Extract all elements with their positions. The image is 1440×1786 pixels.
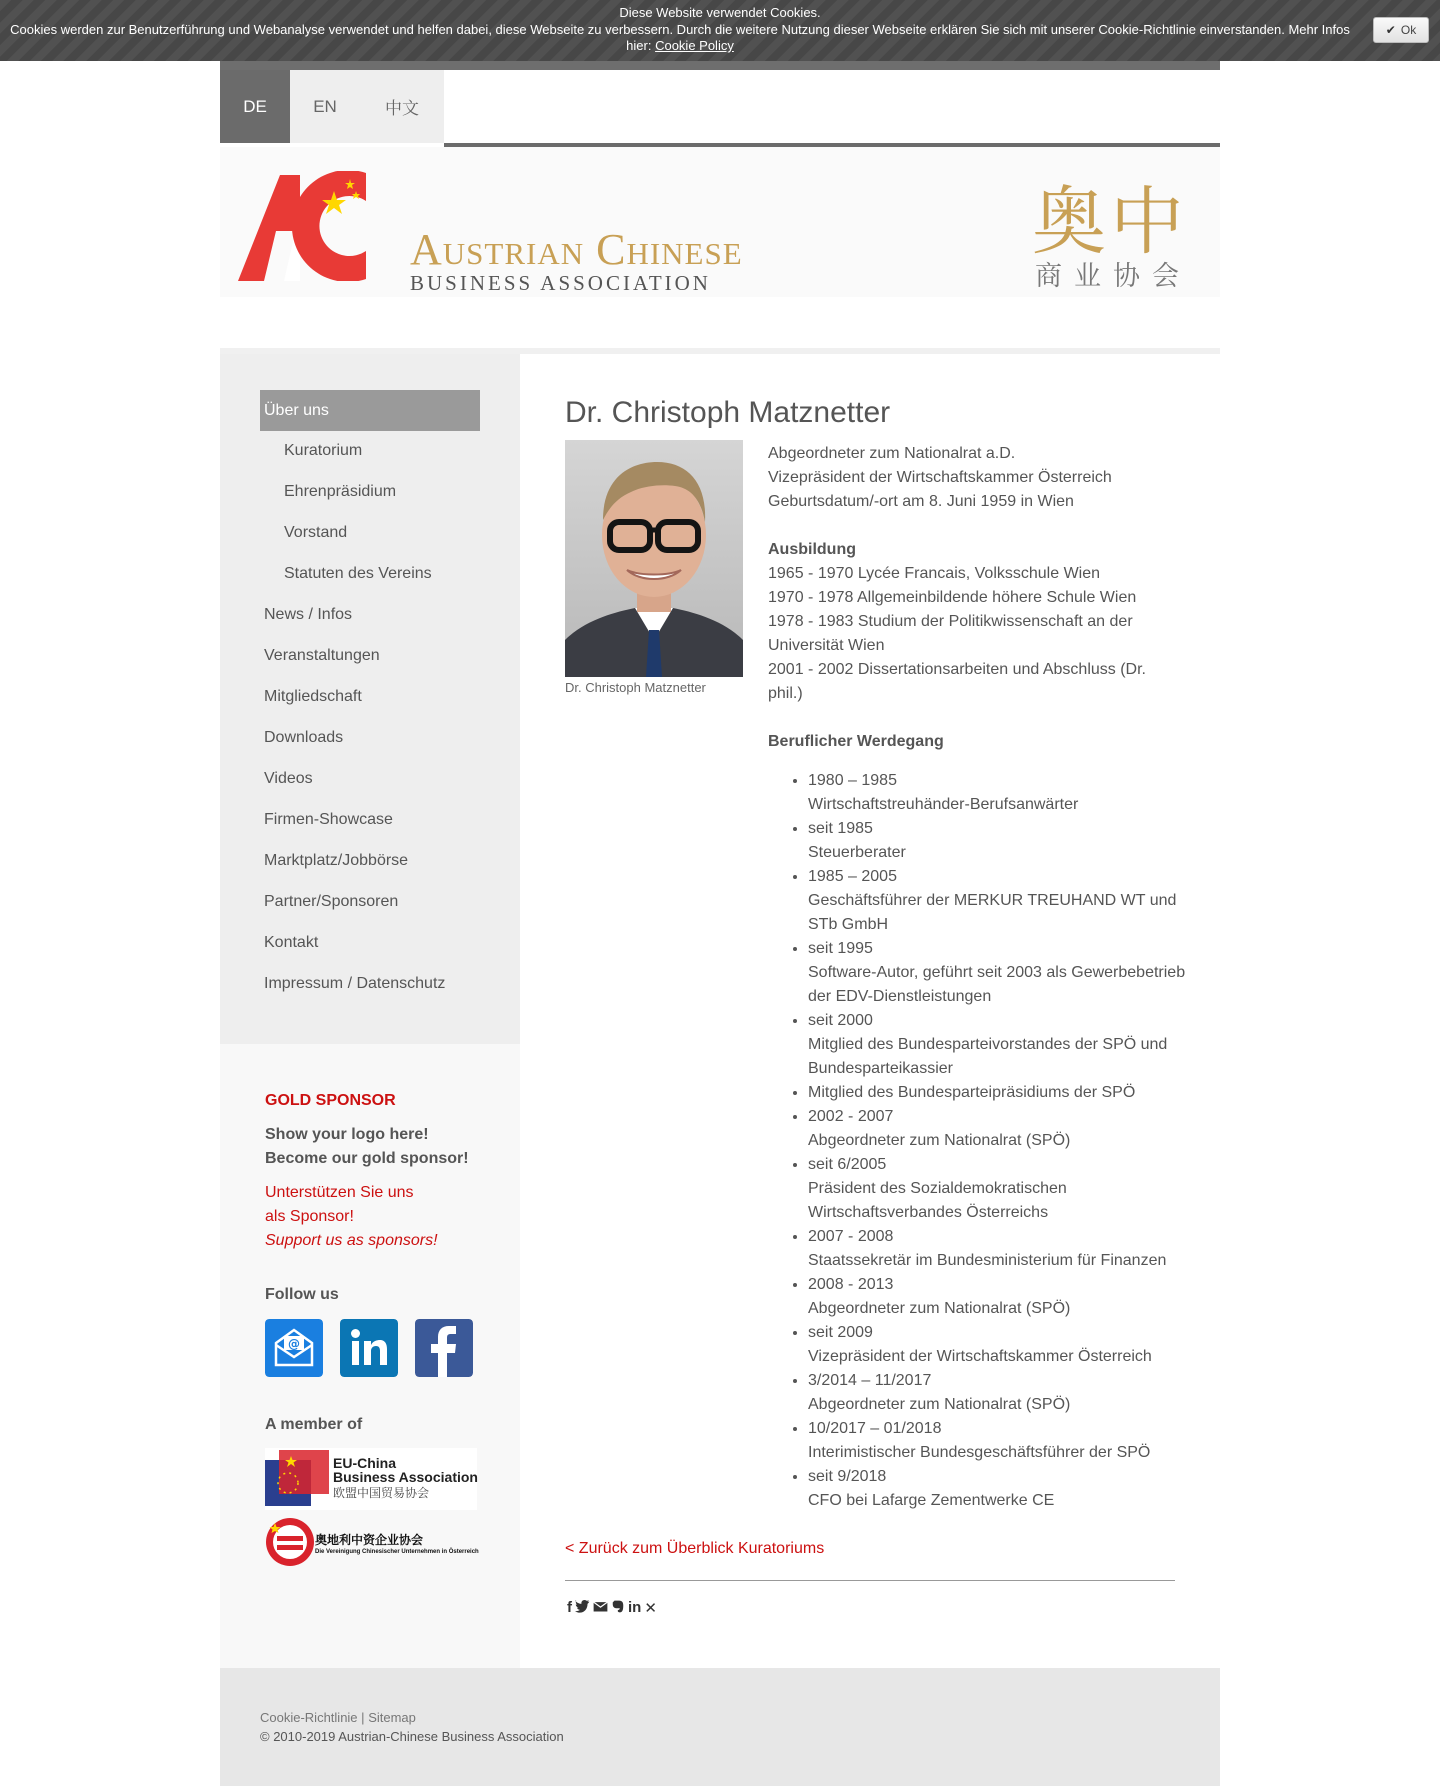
career-desc: Geschäftsführer der MERKUR TREUHAND WT und STb GmbH [808, 892, 1177, 933]
career-period: seit 2009 [808, 1324, 873, 1341]
career-title: Beruflicher Werdegang [768, 733, 944, 750]
career-period: 2008 - 2013 [808, 1276, 894, 1293]
site-footer [220, 1668, 1220, 1786]
gold-sponsor-line2: Become our gold sponsor! [265, 1150, 469, 1167]
career-item [808, 1417, 1188, 1465]
eu-china-name1: EU-China [333, 1455, 396, 1471]
cookie-ok-label: Ok [1400, 23, 1417, 37]
education-title: Ausbildung [768, 541, 856, 558]
career-desc: Staatssekretär im Bundesministerium für Finanzen [808, 1252, 1167, 1269]
support-link-line3[interactable]: Support us as sponsors! [265, 1232, 438, 1249]
career-item [808, 1009, 1188, 1081]
sidebar-widgets [220, 1044, 520, 1668]
logo-zh-line1: 奥中 [1032, 179, 1188, 265]
career-period: seit 9/2018 [808, 1468, 887, 1485]
logo-zh-line2: 商业协会 [1035, 261, 1191, 292]
career-desc: Wirtschaftstreuhänder-Berufsanwärter [808, 796, 1079, 813]
language-tab-de[interactable]: DE [220, 70, 290, 143]
gold-sponsor-line1: Show your logo here! [265, 1126, 429, 1143]
svg-text:@: @ [288, 1337, 300, 1351]
share-xing-icon[interactable]: ✕ [644, 1600, 657, 1617]
career-desc: Abgeordneter zum Nationalrat (SPÖ) [808, 1132, 1071, 1149]
site-header [220, 147, 1220, 297]
back-to-kuratorium-link[interactable]: < Zurück zum Überblick Kuratoriums [565, 1540, 825, 1557]
career-desc: Software-Autor, geführt seit 2003 als Gewerbebetrieb der EDV-Dienstleistungen [808, 964, 1186, 1005]
logo-ac-icon[interactable] [238, 171, 388, 281]
career-period: 2007 - 2008 [808, 1228, 894, 1245]
intro-line2: Vizepräsident der Wirtschaftskammer Österreich [768, 469, 1112, 486]
career-desc: Mitglied des Bundesparteivorstandes der SPÖ und Bundesparteikassier [808, 1036, 1168, 1077]
footer-links [260, 1710, 416, 1725]
career-item [808, 1081, 1188, 1105]
share-evernote-icon[interactable] [611, 1599, 625, 1614]
austria-china-name-zh: 奥地利中资企业协会 [315, 1533, 424, 1547]
education-item: 1970 - 1978 Allgemeinbildende höhere Schule Wien [768, 589, 1137, 606]
career-item [808, 769, 1188, 817]
career-desc: Interimistischer Bundesgeschäftsführer der SPÖ [808, 1444, 1151, 1461]
nav-item-kontakt[interactable]: Kontakt [264, 934, 319, 951]
gold-sponsor-title: GOLD SPONSOR [265, 1092, 396, 1109]
nav-item-ueber-uns[interactable]: Über uns [260, 390, 480, 431]
austria-china-name-de: Die Vereinigung Chinesischer Unternehmen in Österreich [315, 1549, 479, 1555]
career-desc: Abgeordneter zum Nationalrat (SPÖ) [808, 1396, 1071, 1413]
career-list [768, 769, 1188, 1513]
logo-name-line1: Austrian Chinese [410, 225, 743, 274]
language-tab-en[interactable]: EN [290, 70, 360, 143]
share-linkedin-icon[interactable]: in [628, 1599, 642, 1616]
career-item [808, 1105, 1188, 1153]
cookie-title: Diese Website verwendet Cookies. [619, 5, 821, 20]
eu-china-flag-icon [265, 1450, 329, 1508]
career-period: seit 1985 [808, 820, 873, 837]
footer-cookie-link[interactable]: Cookie-Richtlinie [260, 1710, 358, 1725]
facebook-icon[interactable] [415, 1319, 473, 1377]
career-desc: CFO bei Lafarge Zementwerke CE [808, 1492, 1055, 1509]
nav-item-news[interactable]: News / Infos [264, 606, 353, 623]
member-title: A member of [265, 1416, 363, 1433]
nav-sub-kuratorium[interactable]: Kuratorium [284, 442, 363, 459]
career-desc: Steuerberater [808, 844, 906, 861]
cookie-text [0, 22, 1360, 54]
sidebar-nav [220, 354, 520, 1044]
career-period: seit 6/2005 [808, 1156, 887, 1173]
share-twitter-icon[interactable] [575, 1599, 590, 1614]
logo-name-line2: BUSINESS ASSOCIATION [410, 271, 711, 295]
nav-sub-statuten[interactable]: Statuten des Vereins [284, 565, 432, 582]
career-period: seit 1995 [808, 940, 873, 957]
career-desc: Präsident des Sozialdemokratischen Wirtschaftsverbandes Österreichs [808, 1180, 1067, 1221]
career-period: 2002 - 2007 [808, 1108, 894, 1125]
education-item: 1965 - 1970 Lycée Francais, Volksschule Wien [768, 565, 1101, 582]
career-item [808, 817, 1188, 865]
education-item: 2001 - 2002 Dissertationsarbeiten und Abschluss (Dr. phil.) [768, 661, 1146, 702]
share-bar [567, 1599, 657, 1617]
footer-separator: | [361, 1710, 365, 1725]
intro-line3: Geburtsdatum/-ort am 8. Juni 1959 in Wien [768, 493, 1074, 510]
career-item [808, 1465, 1188, 1513]
photo-caption: Dr. Christoph Matznetter [565, 680, 706, 695]
eu-china-name3: 欧盟中国贸易协会 [333, 1486, 430, 1500]
nav-sub-vorstand[interactable]: Vorstand [284, 524, 348, 541]
cookie-policy-link[interactable]: Cookie Policy [655, 38, 734, 53]
nav-item-impressum[interactable]: Impressum / Datenschutz [264, 975, 446, 992]
austria-china-emblem-icon [265, 1517, 315, 1567]
career-desc: Vizepräsident der Wirtschaftskammer Österreich [808, 1348, 1152, 1365]
page-title: Dr. Christoph Matznetter [565, 396, 891, 429]
career-period: 1985 – 2005 [808, 868, 897, 885]
content-divider [565, 1580, 1175, 1581]
footer-copyright: © 2010-2019 Austrian-Chinese Business Association [260, 1729, 564, 1744]
career-item [808, 1273, 1188, 1321]
career-period: 10/2017 – 01/2018 [808, 1420, 942, 1437]
support-link-line1[interactable]: Unterstützen Sie uns [265, 1184, 414, 1201]
austria-china-logo[interactable] [265, 1517, 477, 1569]
career-period: 1980 – 1985 [808, 772, 897, 789]
eu-china-name2: Business Association [333, 1469, 478, 1485]
career-item [808, 865, 1188, 937]
language-tab-zh[interactable]: 中文 [360, 70, 444, 143]
career-period: Mitglied des Bundesparteipräsidiums der SPÖ [808, 1084, 1136, 1101]
follow-title: Follow us [265, 1286, 339, 1303]
nav-item-downloads[interactable]: Downloads [264, 729, 344, 746]
check-icon: ✔ [1385, 23, 1396, 37]
career-period: seit 2000 [808, 1012, 873, 1029]
career-desc: Abgeordneter zum Nationalrat (SPÖ) [808, 1300, 1071, 1317]
cookie-banner [0, 0, 1440, 61]
nav-item-marktplatz[interactable]: Marktplatz/Jobbörse [264, 852, 409, 869]
cookie-text-body: Cookies werden zur Benutzerführung und Webanalyse verwendet und helfen dabei, diese Webseite zu verbessern. Durch die weitere Nutzung dieser Webseite erklären Sie sich mit unserer Cookie-Richtlinie einverstanden. Mehr Infos hier: [10, 22, 1350, 53]
nav-item-partner[interactable]: Partner/Sponsoren [264, 893, 399, 910]
career-item [808, 1321, 1188, 1369]
portrait-image [565, 440, 743, 677]
nav-item-veranstaltungen[interactable]: Veranstaltungen [264, 647, 380, 664]
email-icon[interactable] [265, 1319, 323, 1377]
nav-item-videos[interactable]: Videos [264, 770, 313, 787]
share-facebook-icon[interactable]: f [567, 1599, 572, 1616]
nav-sub-ehrenpraesidium[interactable]: Ehrenpräsidium [284, 483, 397, 500]
footer-sitemap-link[interactable]: Sitemap [368, 1710, 416, 1725]
nav-item-mitgliedschaft[interactable]: Mitgliedschaft [264, 688, 362, 705]
career-period: 3/2014 – 11/2017 [808, 1372, 932, 1389]
career-item [808, 1225, 1188, 1273]
career-item [808, 1369, 1188, 1417]
profile-photo [565, 440, 743, 677]
top-divider [220, 61, 1220, 70]
nav-item-firmen-showcase[interactable]: Firmen-Showcase [264, 811, 393, 828]
education-item: 1978 - 1983 Studium der Politikwissenschaft an der Universität Wien [768, 613, 1133, 654]
intro-line1: Abgeordneter zum Nationalrat a.D. [768, 445, 1016, 462]
language-bar [220, 70, 1220, 147]
cookie-ok-button[interactable] [1373, 17, 1429, 43]
career-item [808, 1153, 1188, 1225]
support-link-line2[interactable]: als Sponsor! [265, 1208, 354, 1225]
linkedin-icon[interactable] [340, 1319, 398, 1377]
career-item [808, 937, 1188, 1009]
eu-china-logo[interactable] [265, 1448, 477, 1510]
share-mail-icon[interactable] [593, 1599, 608, 1614]
